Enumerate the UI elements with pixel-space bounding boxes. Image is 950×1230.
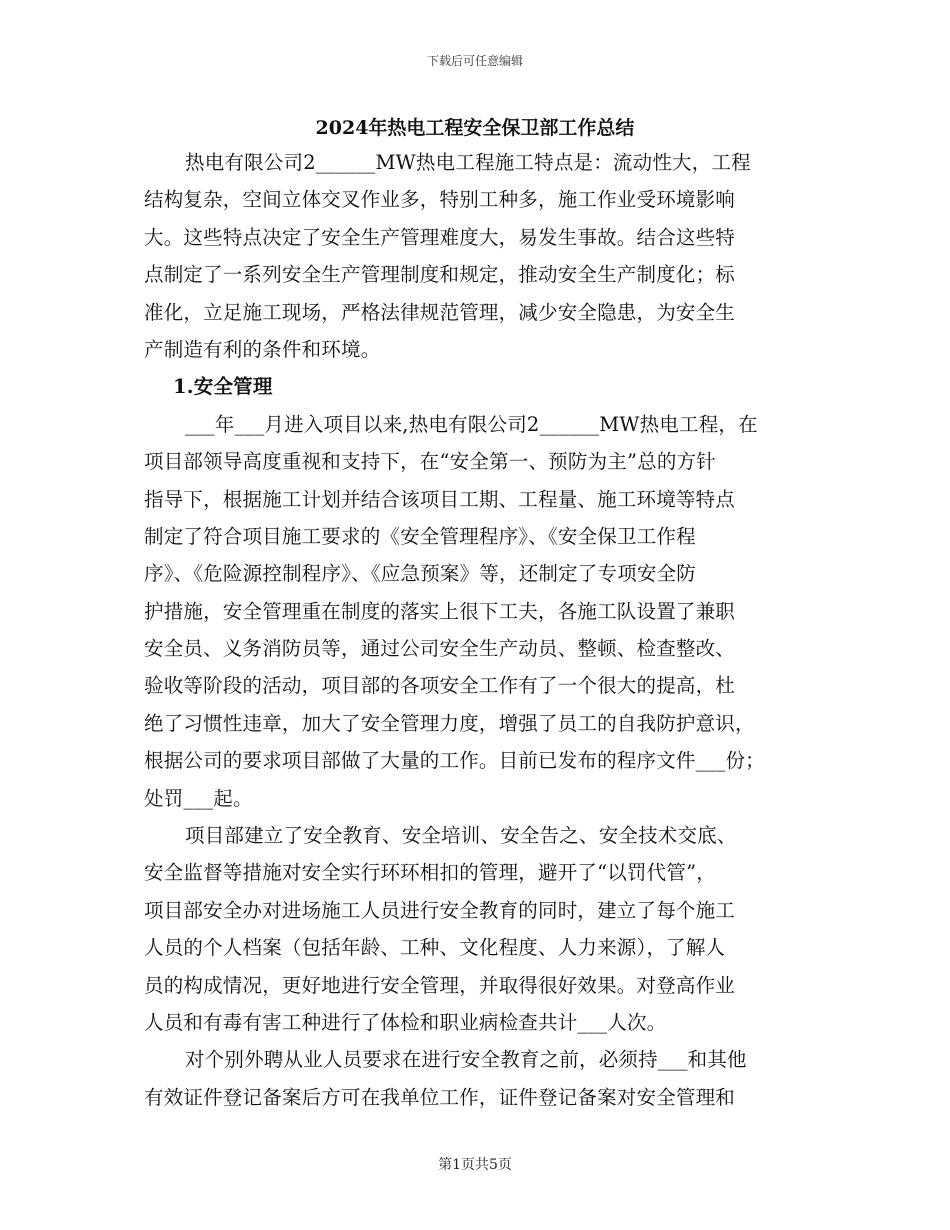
paragraph-line: 护措施，安全管理重在制度的落实上很下工夫，各施工队设置了兼职 bbox=[144, 599, 736, 623]
paragraph-line: 项目部建立了安全教育、安全培训、安全告之、安全技术交底、 bbox=[185, 824, 737, 848]
page-number: 第1页共5页 bbox=[438, 1157, 512, 1173]
page-header-note: 下载后可任意编辑 bbox=[426, 54, 523, 68]
document-body bbox=[144, 144, 812, 1116]
paragraph-line: 根据公司的要求项目部做了大量的工作。目前已发布的程序文件___份； bbox=[144, 749, 765, 773]
paragraph-line: 准化，立足施工现场，严格法律规范管理，减少安全隐患，为安全生 bbox=[144, 300, 736, 324]
paragraph-line: 安全监督等措施对安全实行环环相扣的管理，避开了“以罚代管”， bbox=[144, 861, 716, 885]
paragraph-line: 验收等阶段的活动，项目部的各项安全工作有了一个很大的提高，杜 bbox=[144, 674, 736, 698]
paragraph-line: 有效证件登记备案后方可在我单位工作，证件登记备案对安全管理和 bbox=[144, 1085, 736, 1109]
paragraph-line: 大。这些特点决定了安全生产管理难度大，易发生事故。结合这些特 bbox=[144, 225, 736, 249]
paragraph-line: 人员的个人档案（包括年龄、工种、文化程度、人力来源），了解人 bbox=[144, 936, 726, 960]
paragraph-line: 员的构成情况，更好地进行安全管理，并取得很好效果。对登高作业 bbox=[144, 973, 736, 997]
paragraph-line: 制定了符合项目施工要求的《安全管理程序》、《安全保卫工作程 bbox=[144, 524, 696, 548]
paragraph-line: 安全员、义务消防员等，通过公司安全生产动员、整顿、检查整改、 bbox=[144, 637, 736, 661]
paragraph-line: 热电有限公司2______MW热电工程施工特点是：流动性大，工程 bbox=[185, 151, 751, 174]
paragraph-line: 对个别外聘从业人员要求在进行安全教育之前，必须持___和其他 bbox=[185, 1048, 747, 1072]
paragraph-line: 序》、《危险源控制程序》、《应急预案》等，还制定了专项安全防 bbox=[144, 562, 697, 586]
document-title: 2024年热电工程安全保卫部工作总结 bbox=[315, 117, 635, 139]
paragraph-line: 项目部安全办对进场施工人员进行安全教育的同时，建立了每个施工 bbox=[144, 898, 736, 922]
paragraph-line: 项目部领导高度重视和支持下，在“安全第一、预防为主”总的方针 bbox=[144, 450, 716, 474]
paragraph-line: 人员和有毒有害工种进行了体检和职业病检查共计___人次。 bbox=[144, 1010, 667, 1034]
section-heading: 1.安全管理 bbox=[173, 375, 273, 399]
paragraph-line: 产制造有利的条件和环境。 bbox=[144, 337, 381, 361]
paragraph-line: 指导下，根据施工计划并结合该项目工期、工程量、施工环境等特点 bbox=[144, 487, 736, 511]
paragraph-line: 绝了习惯性违章，加大了安全管理力度，增强了员工的自我防护意识， bbox=[144, 711, 755, 735]
paragraph-line: 处罚___起。 bbox=[144, 786, 253, 810]
paragraph-line: 点制定了一系列安全生产管理制度和规定，推动安全生产制度化；标 bbox=[144, 263, 736, 287]
paragraph-line: 结构复杂，空间立体交叉作业多，特别工种多，施工作业受环境影响 bbox=[144, 188, 736, 212]
paragraph-line: ___年___月进入项目以来,热电有限公司2______MW热电工程，在 bbox=[185, 412, 758, 436]
